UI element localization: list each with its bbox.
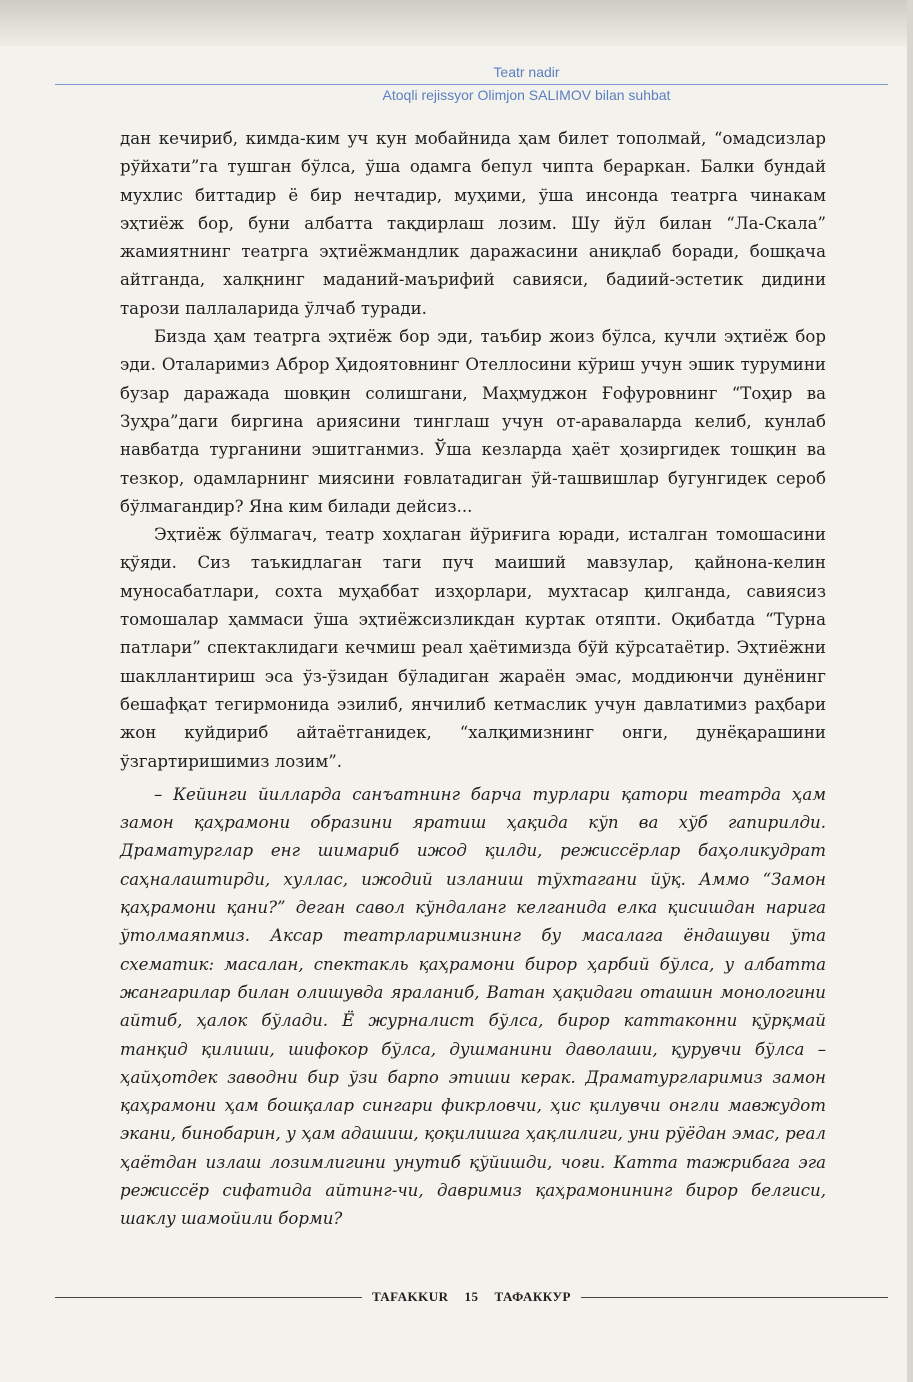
paragraph: Эҳтиёж бўлмагач, театр хоҳлаган йўриғига юради, исталган томошасини қўяди. Сиз таъкидлаган таги пуч маиший мавзулар, қайнона-келин муносабатлари, сохта муҳаббат изҳорлари, мухтасар қилганда, савиясиз томошалар ҳаммаси ўша эҳтиёжсизликдан куртак отяпти. Оқибатда “Турна патлари” спектаклидаги кечмиш реал ҳаётимизда бўй кўрсатаётир. Эҳтиёжни шакллантириш эса ўз-ўзидан бўладиган жараён эмас, моддиюнчи дунёнинг бешафқат тегирмонида эзилиб, янчилиб кетмаслик учун давлатимиз раҳбари жон куйдириб айтаётганидек, “халқимизнинг онги, дунёқарашини ўзгартиришимиз лозим”.	[120, 525, 826, 771]
page-top-edge	[0, 0, 913, 46]
page-footer	[55, 1289, 888, 1305]
running-header	[55, 64, 888, 103]
footer-rule-left	[55, 1297, 362, 1298]
footer-rule-right	[581, 1297, 888, 1298]
header-rule	[55, 84, 888, 85]
page-number: 15	[464, 1289, 479, 1304]
interview-question: – Кейинги йилларда санъатнинг барча турлари қатори театрда ҳам замон қаҳрамони образини яратиш ҳақида кўп ва хўб гапирилди. Драматурглар енг шимариб ижод қилди, режиссёрлар баҳоликудрат саҳналаштирди, хуллас, ижодий изланиш тўхтагани йўқ. Аммо “Замон қаҳрамони қани?” деган савол кўндаланг келганида елка қисишдан нарига ўтолмаяпмиз. Аксар театрларимизнинг бу масалага ёндашуви ўта схематик: масалан, спектакль қаҳрамони бирор ҳарбий бўлса, у албатта жангарилар билан олишувда яраланиб, Ватан ҳақидаги оташин монологини айтиб, ҳалок бўлади. Ё журналист бўлса, бирор каттаконни қўрқмай танқид қилиши, шифокор бўлса, душманини даволаши, қурувчи бўлса – ҳайҳотдек заводни бир ўзи барпо этиши керак. Драматургларимиз замон қаҳрамони ҳам бошқалар сингари фикрловчи, ҳис қилувчи онгли мавжудот экани, бинобарин, у ҳам адашиш, қоқилишга ҳақлилиги, уни рўёдан эмас, реал ҳаётдан излаш лозимлигини унутиб қўйишди, чоғи. Катта тажрибага эга режиссёр сифатида айтинг-чи, давримиз қаҳрамонининг бирор белгиси, шаклу шамойили борми?	[120, 784, 826, 1229]
article-subtitle: Atoqli rejissyor Olimjon SALIMOV bilan suhbat	[382, 87, 671, 103]
paragraph: Бизда ҳам театрга эҳтиёж бор эди, таъбир жоиз бўлса, кучли эҳтиёж бор эди. Оталаримиз Аброр Ҳидоятовнинг Отеллосини кўриш учун эшик турумини бузар даражада шовқин солишгани, Маҳмуджон Ғофуровнинг “Тоҳир ва Зуҳра”даги биргина ариясини тинглаш учун от-араваларда келиб, кунлаб навбатда турганини эшитганмиз. Ўша кезларда ҳаёт ҳозиргидек тошқин ва тезкор, одамларнинг миясини ғовлатадиган ўй-ташвишлар бугунгидек сероб бўлмагандир? Яна ким билади дейсиз...	[120, 327, 826, 516]
footer-magazine-latin: TAFAKKUR	[372, 1289, 449, 1304]
article-body	[120, 125, 826, 1234]
page-right-edge	[907, 0, 913, 1382]
section-title: Teatr nadir	[493, 64, 560, 80]
footer-magazine-cyrillic: ТАФАККУР	[494, 1289, 571, 1304]
paragraph: дан кечириб, кимда-ким уч кун мобайнида ҳам билет тополмай, “омадсизлар рўйхати”га тушган бўлса, ўша одамга бепул чипта бераркан. Балки бундай мухлис биттадир ё бир нечтадир, муҳими, ўша инсонда театрга чинакам эҳтиёж бор, буни албатта тақдирлаш лозим. Шу йўл билан “Ла-Скала” жамиятнинг театрга эҳтиёжмандлик даражасини аниқлаб боради, бошқача айтганда, халқнинг маданий-маърифий савияси, бадиий-эстетик дидини тарози паллаларида ўлчаб туради.	[120, 129, 826, 318]
